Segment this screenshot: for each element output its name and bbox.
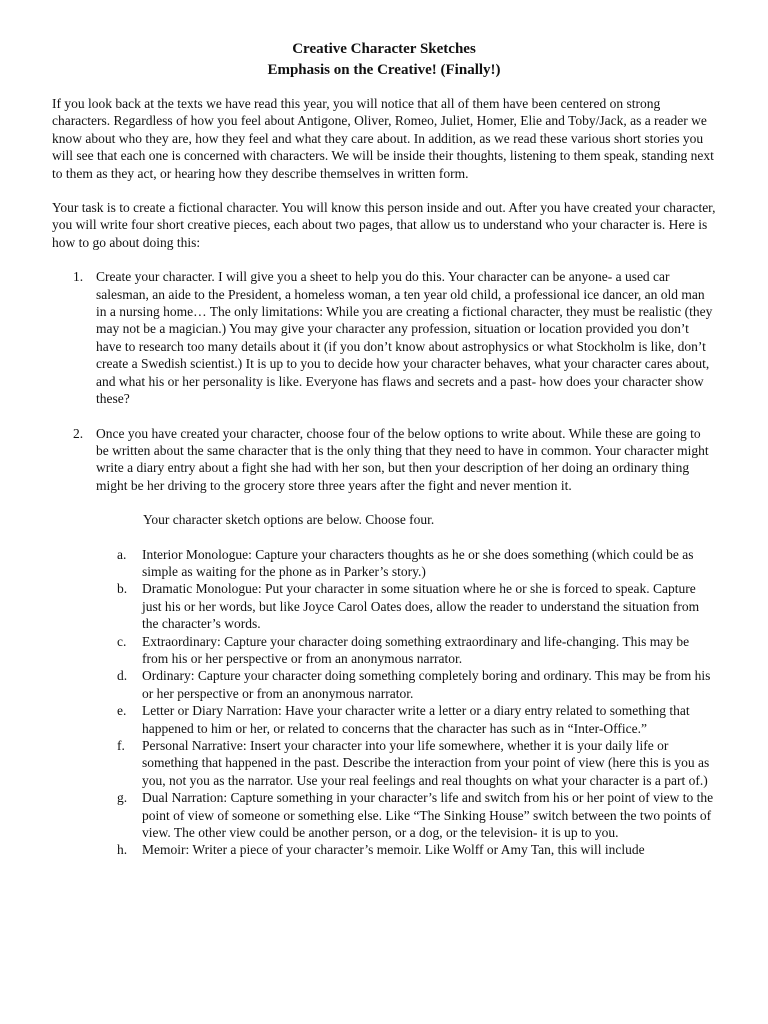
option-letter: c. xyxy=(117,633,127,649)
options-intro: Your character sketch options are below. Choose four. xyxy=(143,512,435,528)
option-letter: h. xyxy=(117,842,128,858)
option-letter: g. xyxy=(117,790,128,806)
list-item-step-2 xyxy=(52,425,716,859)
list-item-option-c xyxy=(52,633,716,668)
option-letter: b. xyxy=(117,581,128,597)
option-text: Extraordinary: Capture your character doing something extraordinary and life-changing. This may be from his or her perspective or from an anonymous narrator. xyxy=(142,633,690,666)
option-letter: d. xyxy=(117,668,128,684)
step-text: Once you have created your character, choose four of the below options to write about. While these are going to be written about the same character that is the only thing that they need to have in common. Your character might write a diary entry about a fight she had with her son, but then your description of her doing an ordinary thing might be her driving to the grocery store three years after the fight and never mention it. xyxy=(96,425,709,493)
option-text: Dramatic Monologue: Put your character in some situation where he or she is forced to speak. Capture just his or her words, but like Joyce Carol Oates does, allow the reader to understand the situation from the character’s words. xyxy=(142,581,700,632)
list-item-step-1 xyxy=(52,268,716,407)
options-list xyxy=(52,546,716,859)
list-item-option-e xyxy=(52,702,716,737)
option-text: Ordinary: Capture your character doing something completely boring and ordinary. This may be from his or her perspective or from an anonymous narrator. xyxy=(142,668,711,701)
list-item-option-f xyxy=(52,737,716,789)
task-paragraph: Your task is to create a fictional character. You will know this person inside and out. After you have created your character, you will write four short creative pieces, each about two pages, that allow us to understand who your character is. Here is how to go about doing this: xyxy=(52,200,716,250)
step-number: 2. xyxy=(73,425,84,441)
document-subtitle: Emphasis on the Creative! (Finally!) xyxy=(267,62,501,78)
intro-paragraph: If you look back at the texts we have read this year, you will notice that all of them have been centered on strong characters. Regardless of how you feel about Antigone, Oliver, Romeo, Juliet, Homer, Elie and Toby/Jack, as a reader we know about who they are, how they feel and what they care about. In addition, as we read these various short stories you will see that each one is concerned with characters. We will be inside their thoughts, listening to them speak, standing next to them as they act, or hearing how they describe themselves in written form. xyxy=(52,96,714,181)
list-item-option-g xyxy=(52,789,716,841)
option-letter: e. xyxy=(117,703,127,719)
step-number: 1. xyxy=(73,269,84,285)
option-text: Memoir: Writer a piece of your character’s memoir. Like Wolff or Amy Tan, this will include xyxy=(142,842,645,858)
option-text: Letter or Diary Narration: Have your character write a letter or a diary entry related to something that happened to him or her, or related to concerns that the character has such as in “Inter-Office.” xyxy=(142,703,690,736)
option-text: Personal Narrative: Insert your character into your life somewhere, whether it is your daily life or something that happened in the past. Describe the interaction from your point of view (here this is you as you, not you as the narrator. Use your real feelings and real thoughts on what your character is a part of.) xyxy=(142,738,710,788)
list-item-option-h xyxy=(52,841,716,858)
title-block xyxy=(52,39,716,81)
option-letter: f. xyxy=(117,738,125,753)
option-letter: a. xyxy=(117,546,127,562)
document-title: Creative Character Sketches xyxy=(292,41,476,57)
list-item-option-b xyxy=(52,580,716,632)
option-text: Interior Monologue: Capture your characters thoughts as he or she does something (which could be as simple as waiting for the phone as in Parker’s story.) xyxy=(142,546,694,579)
steps-list xyxy=(52,268,716,859)
step-text: Create your character. I will give you a sheet to help you do this. Your character can be anyone- a used car salesman, an aide to the President, a homeless woman, a ten year old child, a professional ice dancer, an old man in a nursing home… The only limitations: While you are creating a fictional character, they must be realistic (they may not be a magician.) You may give your character any profession, situation or location provided you don’t have to research too many details about it (if you don’t know about astrophysics or what Stockholm is like, don’t create a Swedish scientist.) It is up to you to decide how your character behaves, what your character cares about, and what his or her personality is like. Everyone has flaws and secrets and a past- how does your character show these? xyxy=(96,269,713,407)
list-item-option-d xyxy=(52,667,716,702)
option-text: Dual Narration: Capture something in your character’s life and switch from his or her point of view to the point of view of someone or something else. Like “The Sinking House” switch between the two points of view. The other view could be another person, or a dog, or the television- it is up to you. xyxy=(142,790,714,841)
list-item-option-a xyxy=(52,546,716,581)
